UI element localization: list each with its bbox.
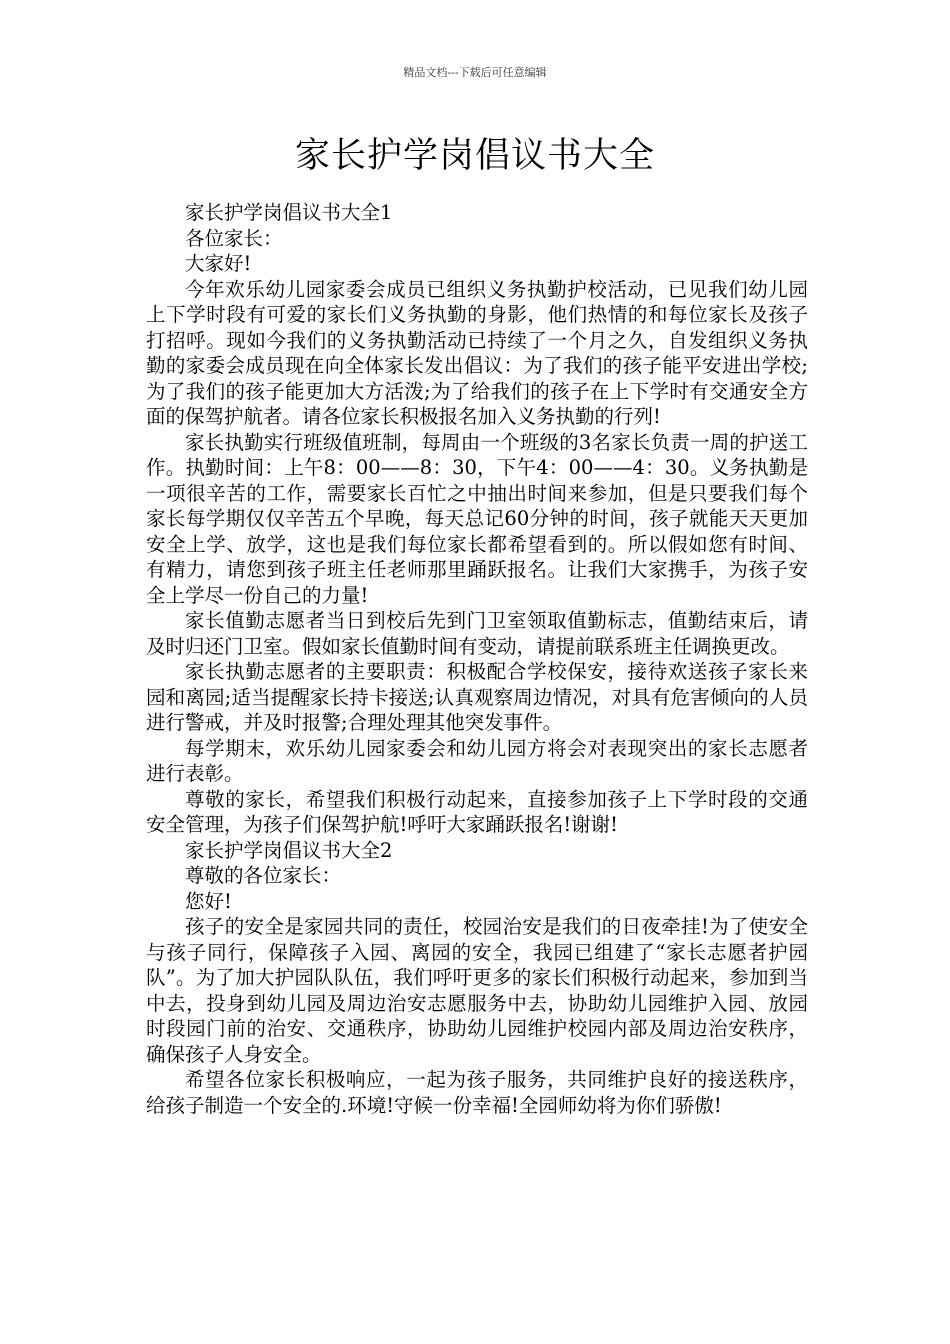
paragraph: 希望各位家长积极响应，一起为孩子服务，共同维护良好的接送秩序，给孩子制造一个安全的.环境!守候一份幸福!全园师幼将为你们骄傲! <box>146 1068 808 1117</box>
paragraph: 每学期末，欢乐幼儿园家委会和幼儿园方将会对表现突出的家长志愿者进行表彰。 <box>146 736 808 785</box>
document-title: 家长护学岗倡议书大全 <box>294 136 655 176</box>
paragraph: 家长执勤志愿者的主要职责：积极配合学校保安，接待欢送孩子家长来园和离园;适当提醒家长持卡接送;认真观察周边情况，对具有危害倾向的人员进行警戒，并及时报警;合理处理其他突发事件。 <box>146 660 808 734</box>
section-heading-2: 家长护学岗倡议书大全2 <box>185 838 393 862</box>
section-heading-1: 家长护学岗倡议书大全1 <box>185 201 393 224</box>
paragraph: 家长执勤实行班级值班制，每周由一个班级的3名家长负责一周的护送工作。执勤时间：上午8：00——8：30，下午4：00——4：30。义务执勤是一项很辛苦的工作，需要家长百忙之中抽出时间来参加，但是只要我们每个家长每学期仅仅辛苦五个早晚，每天总记60分钟的时间，孩子就能天天更加安全上学、放学，这也是我们每位家长都希望看到的。所以假如您有时间、有精力，请您到孩子班主任老师那里踊跃报名。让我们大家携手，为孩子安全上学尽一份自己的力量! <box>146 430 808 607</box>
greeting-2: 您好! <box>185 889 232 913</box>
salutation-1: 各位家长： <box>185 226 283 250</box>
salutation-2: 尊敬的各位家长： <box>185 864 342 887</box>
paragraph: 今年欢乐幼儿园家委会成员已组织义务执勤护校活动，已见我们幼儿园上下学时段有可爱的家长们义务执勤的身影，他们热情的和每位家长及孩子打招呼。现如今我们的义务执勤活动已持续了一个月之久，自发组织义务执勤的家委会成员现在向全体家长发出倡议：为了我们的孩子能平安进出学校;为了我们的孩子能更加大方活泼;为了给我们的孩子在上下学时有交通安全方面的保驾护航者。请各位家长积极报名加入义务执勤的行列! <box>146 277 808 428</box>
greeting-1: 大家好! <box>185 252 252 275</box>
paragraph: 尊敬的家长，希望我们积极行动起来，直接参加孩子上下学时段的交通安全管理，为孩子们保驾护航!呼吁大家踊跃报名!谢谢! <box>146 787 808 836</box>
document-body <box>146 200 808 1118</box>
paragraph: 家长值勤志愿者当日到校后先到门卫室领取值勤标志，值勤结束后，请及时归还门卫室。假如家长值勤时间有变动，请提前联系班主任调换更改。 <box>146 609 808 658</box>
header-note: 精品文档---下载后可任意编辑 <box>403 66 547 79</box>
paragraph: 孩子的安全是家园共同的责任，校园治安是我们的日夜牵挂!为了使安全与孩子同行，保障孩子入园、离园的安全，我园已组建了“家长志愿者护园队”。为了加大护园队队伍，我们呼吁更多的家长们积极行动起来，参加到当中去，投身到幼儿园及周边治安志愿服务中去，协助幼儿园维护入园、放园时段园门前的治安、交通秩序，协助幼儿园维护校园内部及周边治安秩序，确保孩子人身安全。 <box>146 915 808 1066</box>
